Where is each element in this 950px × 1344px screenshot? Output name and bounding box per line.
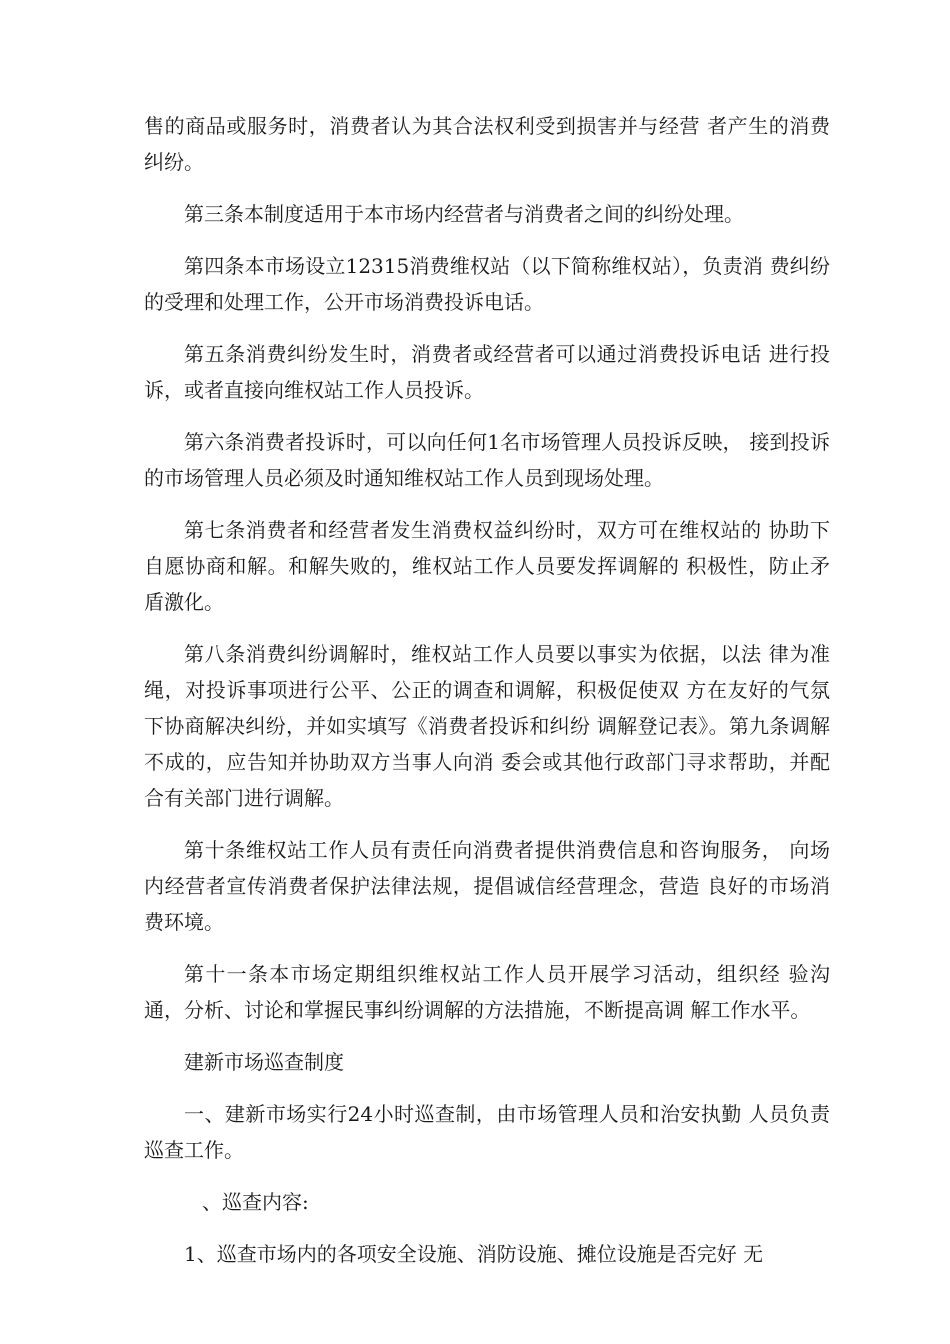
- document-body: [144, 108, 830, 1288]
- rule-1: 一、建新市场实行24小时巡查制，由市场管理人员和治安执勤 人员负责巡查工作。: [144, 1102, 830, 1162]
- rule-2-item-1: 1、巡查市场内的各项安全设施、消防设施、摊位设施是否完好 无: [184, 1242, 764, 1266]
- article-6: 第六条消费者投诉时，可以向任何1名市场管理人员投诉反映， 接到投诉的市场管理人员必须及时通知维权站工作人员到现场处理。: [144, 430, 830, 490]
- section-heading: 建新市场巡查制度: [184, 1050, 344, 1074]
- article-8-9: 第八条消费纠纷调解时，维权站工作人员要以事实为依据，以法 律为准绳，对投诉事项进行公平、公正的调查和调解，积极促使双 方在友好的气氛下协商解决纠纷，并如实填写《消费者投诉和纠纷 调解登记表》。第九条调解不成的，应告知并协助双方当事人向消 委会或其他行政部门寻求帮助，并配合有关部门进行调解。: [144, 642, 830, 810]
- paragraph-continuation: 售的商品或服务时，消费者认为其合法权利受到损害并与经营 者产生的消费纠纷。: [144, 114, 830, 174]
- article-5: 第五条消费纠纷发生时，消费者或经营者可以通过消费投诉电话 进行投诉，或者直接向维权站工作人员投诉。: [144, 342, 830, 402]
- rule-2-heading: 、巡查内容:: [202, 1190, 309, 1214]
- article-7: 第七条消费者和经营者发生消费权益纠纷时，双方可在维权站的 协助下自愿协商和解。和解失败的，维权站工作人员要发挥调解的 积极性，防止矛盾激化。: [144, 518, 830, 614]
- article-3: 第三条本制度适用于本市场内经营者与消费者之间的纠纷处理。: [184, 202, 744, 226]
- article-4: 第四条本市场设立12315消费维权站（以下简称维权站），负责消 费纠纷的受理和处理工作，公开市场消费投诉电话。: [144, 254, 830, 314]
- article-11: 第十一条本市场定期组织维权站工作人员开展学习活动，组织经 验沟通，分析、讨论和掌握民事纠纷调解的方法措施，不断提高调 解工作水平。: [144, 962, 830, 1022]
- article-10: 第十条维权站工作人员有责任向消费者提供消费信息和咨询服务， 向场内经营者宣传消费者保护法律法规，提倡诚信经营理念，营造 良好的市场消费环境。: [144, 838, 830, 934]
